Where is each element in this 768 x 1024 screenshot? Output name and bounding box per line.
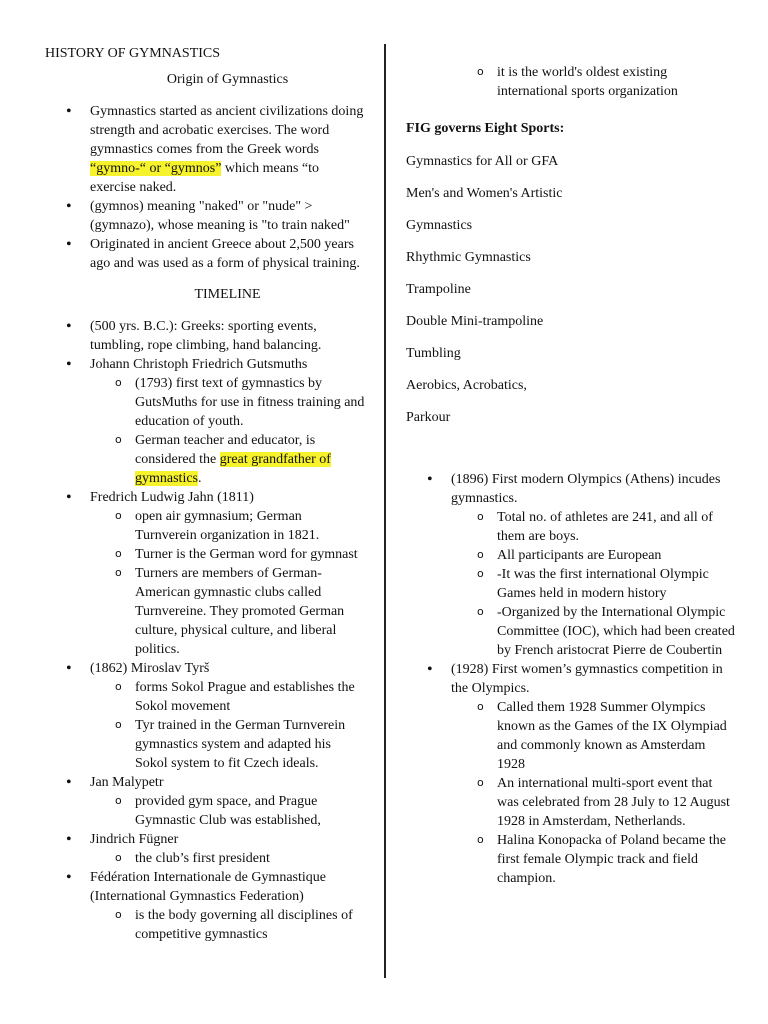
- origin-heading: Origin of Gymnastics: [166, 72, 289, 87]
- sport-item: Tumbling: [406, 346, 461, 361]
- sport-item: Men's and Women's Artistic: [406, 186, 563, 201]
- timeline-fig: • Fédération Internationale de Gymnastique (International Gymnastics Federation): [45, 868, 365, 906]
- sport-item: Parkour: [406, 410, 451, 425]
- right-column: [406, 63, 736, 888]
- document-title: HISTORY OF GYMNASTICS: [45, 46, 221, 61]
- timeline-malypetr: • Jan Malypetr: [45, 773, 365, 792]
- fig-sports-heading: FIG governs Eight Sports:: [406, 121, 565, 136]
- olympics-list: [406, 470, 736, 888]
- jahn-sub-2: o Turner is the German word for gymnast: [45, 545, 365, 564]
- origin-item-1-text: Gymnastics started as ancient civilizations doing strength and acrobatic exercises. The word gymnastics comes from the Greek words: [90, 104, 364, 157]
- jahn-sub-3: o Turners are members of German-American gymnastic clubs called Turnvereine. They promoted German culture, physical culture, and liberal politics.: [45, 564, 365, 659]
- olympics-1928: • (1928) First women’s gymnastics competition in the Olympics.: [0, 660, 736, 698]
- fig-sub-2: o it is the world's oldest existing international sports organization: [0, 63, 736, 101]
- fig-continued-list: [406, 63, 736, 101]
- olympics-1896: • (1896) First modern Olympics (Athens) incudes gymnastics.: [0, 470, 736, 508]
- tyrs-sub-2: o Tyr trained in the German Turnverein gymnastics system and adapted his Sokol system to fit Czech ideals.: [45, 716, 365, 773]
- greek-words-highlight: “gymno-“ or “gymnos”: [90, 161, 222, 176]
- olympics-1928-sub-2: o An international multi-sport event that was celebrated from 28 July to 12 August 1928 in Amsterdam, Netherlands.: [0, 774, 736, 831]
- sport-item: Gymnastics: [406, 218, 473, 233]
- timeline-tyrs: • (1862) Miroslav Tyrš: [45, 659, 365, 678]
- origin-list: [45, 102, 365, 273]
- olympics-1896-sub-2: o All participants are European: [0, 546, 736, 565]
- sport-item: Gymnastics for All or GFA: [406, 154, 559, 169]
- origin-item-1: [45, 102, 365, 197]
- olympics-1928-sub-1: o Called them 1928 Summer Olympics known as the Games of the IX Olympiad and commonly known as Amsterdam 1928: [0, 698, 736, 774]
- timeline-fugner: • Jindrich Fügner: [45, 830, 365, 849]
- gutsmuths-sub-1: o (1793) first text of gymnastics by GutsMuths for use in fitness training and education of youth.: [45, 374, 365, 431]
- timeline-jahn: • Fredrich Ludwig Jahn (1811): [45, 488, 365, 507]
- fig-sub-1: o is the body governing all disciplines of competitive gymnastics: [45, 906, 365, 944]
- timeline-gutsmuths: • Johann Christoph Friedrich Gutsmuths: [45, 355, 365, 374]
- sport-item: Trampoline: [406, 282, 471, 297]
- great-grandfather-highlight: great grandfather of gymnastics: [135, 452, 331, 486]
- timeline-greeks: • (500 yrs. B.C.): Greeks: sporting events, tumbling, rope climbing, hand balancing.: [45, 317, 365, 355]
- jahn-sub-1: o open air gymnasium; German Turnverein organization in 1821.: [45, 507, 365, 545]
- sport-item: Rhythmic Gymnastics: [406, 250, 531, 265]
- timeline-heading: TIMELINE: [194, 287, 261, 302]
- olympics-1896-sub-3: o -It was the first international Olympic Games held in modern history: [0, 565, 736, 603]
- fugner-sub-1: o the club’s first president: [45, 849, 365, 868]
- gutsmuths-sub-2-text: German teacher and educator, is considered the: [135, 433, 316, 467]
- fig-sports-list: [406, 152, 736, 427]
- olympics-1896-sub-4: o -Organized by the International Olympic Committee (IOC), which had been created by French aristocrat Pierre de Coubertin: [0, 603, 736, 660]
- olympics-1896-sub-1: o Total no. of athletes are 241, and all of them are boys.: [0, 508, 736, 546]
- sport-item: Double Mini-trampoline: [406, 314, 544, 329]
- olympics-1928-sub-3: o Halina Konopacka of Poland became the first female Olympic track and field champion.: [0, 831, 736, 888]
- gutsmuths-sub-2-tail: .: [198, 471, 202, 486]
- malypetr-sub-1: o provided gym space, and Prague Gymnastic Club was established,: [45, 792, 365, 830]
- sport-item: Aerobics, Acrobatics,: [406, 378, 527, 393]
- origin-item-1-tail: which means “to exercise naked.: [90, 161, 320, 195]
- origin-item-3: • Originated in ancient Greece about 2,500 years ago and was used as a form of physical training.: [45, 235, 365, 273]
- origin-item-2: • (gymnos) meaning "naked" or "nude" > (gymnazo), whose meaning is "to train naked": [45, 197, 365, 235]
- tyrs-sub-1: o forms Sokol Prague and establishes the Sokol movement: [45, 678, 365, 716]
